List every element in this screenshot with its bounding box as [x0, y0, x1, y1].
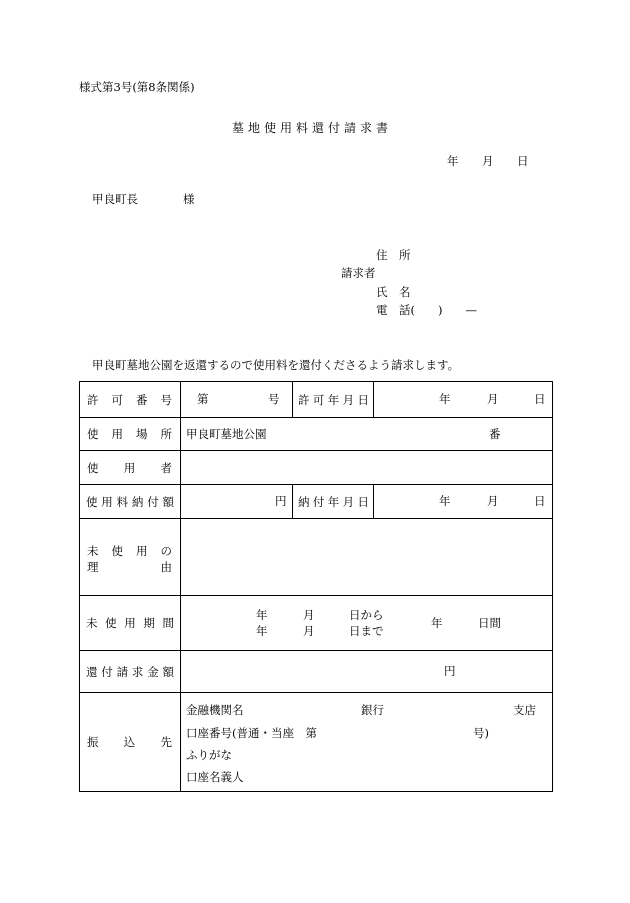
row-permit	[80, 382, 553, 418]
use-place-cell[interactable]	[181, 418, 553, 451]
period-cell[interactable]: 年 月 日から 年 月 日まで 年 日間	[181, 596, 553, 651]
form-number: 様式第3号(第8条関係)	[79, 80, 195, 94]
furigana-label: ふりがな	[186, 747, 232, 762]
user-cell[interactable]	[181, 451, 553, 485]
permit-number-prefix: 第	[197, 391, 209, 406]
row-use-place	[80, 418, 553, 451]
requester-label: 請求者	[341, 266, 376, 280]
addressee: 甲良町長	[92, 192, 138, 206]
account-holder-label: 口座名義人	[186, 769, 244, 784]
account-suffix: 号)	[473, 725, 489, 740]
date-month: 月	[482, 154, 494, 168]
reason-label: 未 使 用 の 理 由	[80, 519, 181, 596]
refund-cell[interactable]	[181, 651, 553, 693]
payment-date-cell[interactable]: 年 月 日	[374, 485, 553, 519]
row-transfer	[80, 693, 553, 792]
row-fee	[80, 485, 553, 519]
use-place-label: 使 用 場 所	[87, 427, 172, 441]
row-period	[80, 596, 553, 651]
intro-text: 甲良町墓地公園を返還するので使用料を還付くださるよう請求します。	[92, 358, 460, 372]
period-from: 日から	[349, 607, 384, 622]
user-label: 使 用 者	[87, 460, 172, 475]
period-to: 日まで	[349, 623, 384, 638]
name-label: 氏 名	[376, 285, 411, 299]
use-place-value: 甲良町墓地公園	[186, 426, 267, 441]
fee-cell[interactable]	[181, 485, 293, 519]
phone-label: 電 話( ) —	[376, 303, 477, 317]
permit-number-label: 許 可 番 号	[87, 392, 172, 407]
fee-yen: 円	[275, 493, 287, 508]
permit-number-cell[interactable]	[181, 382, 293, 418]
period-days: 日間	[478, 615, 501, 630]
row-refund	[80, 651, 553, 693]
row-reason	[80, 519, 553, 596]
permit-date-label: 許 可 年 月 日	[298, 392, 369, 407]
permit-date-cell[interactable]: 年 月 日	[374, 382, 553, 418]
date-year: 年	[447, 154, 459, 168]
row-user	[80, 451, 553, 485]
refund-label: 還 付 請 求 金 額	[86, 664, 174, 679]
transfer-cell[interactable]	[181, 693, 553, 792]
permit-number-suffix: 号	[268, 391, 280, 406]
document-title: 墓地使用料還付請求書	[232, 121, 393, 135]
refund-yen: 円	[444, 663, 456, 678]
honorific: 様	[183, 192, 195, 206]
use-place-suffix: 番	[489, 426, 501, 441]
address-label: 住 所	[376, 248, 411, 262]
refund-form-table	[79, 381, 553, 792]
date-day: 日	[517, 154, 529, 168]
reason-cell[interactable]	[181, 519, 553, 596]
fee-label: 使 用 料 納 付 額	[86, 494, 174, 509]
period-label: 未 使 用 期 間	[86, 616, 174, 630]
bank-suffix: 銀行	[361, 702, 384, 717]
payment-date-label: 納 付 年 月 日	[298, 494, 369, 509]
bank-label: 金融機関名	[186, 702, 244, 717]
branch-suffix: 支店	[513, 702, 536, 717]
account-label: 口座番号(普通・当座 第	[186, 725, 317, 740]
transfer-label: 振 込 先	[87, 735, 172, 749]
